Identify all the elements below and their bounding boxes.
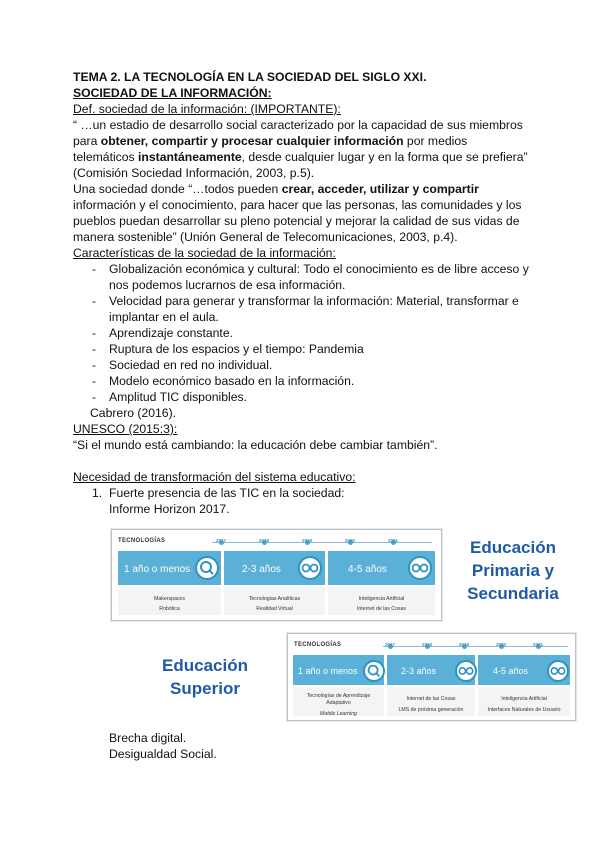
technology-item: Mobile Learning — [320, 711, 357, 717]
list-item: Modelo económico basado en la información. — [109, 374, 355, 388]
numbered-item: Fuerte presencia de las TIC en la sociedad: — [109, 486, 345, 500]
citation: Cabrero (2016). — [90, 406, 177, 420]
glasses-icon — [455, 660, 477, 682]
quote2-line3: pueblos puedan desarrollar su pleno potencial y mejorar la calidad de sus vidas de — [73, 214, 520, 228]
technology-item: LMS de próxima generación — [398, 707, 464, 713]
group-label: 2-3 años — [401, 666, 437, 676]
year-label: 2018 — [259, 538, 270, 543]
magnifier-icon — [195, 556, 219, 580]
bullet-dash: - — [92, 358, 97, 372]
numbered-item-sub: Informe Horizon 2017. — [109, 502, 230, 516]
need-heading: Necesidad de transformación del sistema educativo: — [73, 470, 356, 484]
group-label: 4-5 años — [348, 564, 387, 575]
technology-item: Interfaces Naturales de Usuario — [487, 707, 561, 713]
technology-item: Internet de las Cosas — [406, 696, 456, 702]
quote1-line3: telemáticos instantáneamente, desde cualquier lugar y en la forma que se prefiera” — [73, 150, 528, 164]
group-label: 2-3 años — [242, 564, 281, 575]
bullet-dash: - — [92, 390, 97, 404]
infographic-superior — [287, 633, 576, 721]
characteristics-heading: Características de la sociedad de la información: — [73, 246, 336, 260]
year-label: 2020 — [345, 538, 356, 543]
group-label: 4-5 años — [493, 666, 529, 676]
caption-superior — [150, 654, 260, 700]
bullet-dash: - — [92, 326, 97, 340]
year-label: 2021 — [388, 538, 399, 543]
quote2-line4: manera sostenible” (Unión General de Telecomunicaciones, 2003, p.4). — [73, 230, 458, 244]
unesco-heading: UNESCO (2015:3): — [73, 422, 178, 436]
timeline-line — [212, 542, 432, 543]
bullet-dash: - — [92, 294, 97, 308]
quote2-line2: información y el conocimiento, para hacer que las personas, las comunidades y los — [73, 198, 522, 212]
quote1-line2: para obtener, compartir y procesar cualquier información por medios — [73, 134, 468, 148]
infographic-primary — [111, 529, 442, 621]
section-heading: SOCIEDAD DE LA INFORMACIÓN: — [73, 86, 272, 100]
year-label: 2019 — [459, 642, 470, 647]
group-label: 1 año o menos — [298, 666, 358, 676]
list-item: Ruptura de los espacios y el tiempo: Pandemia — [109, 342, 364, 356]
glasses-icon — [298, 556, 322, 580]
infographic-header: TECNOLOGÍAS — [294, 642, 342, 648]
list-number: 1. — [92, 486, 103, 500]
bullet-dash: - — [92, 342, 97, 356]
caption-line: Educación — [470, 538, 556, 557]
technology-item: Realidad Virtual — [256, 606, 293, 612]
glasses-icon — [408, 556, 432, 580]
bullet-dash: - — [92, 374, 97, 388]
bullet-dash: - — [92, 262, 97, 276]
technology-item: Inteligencia Artificial — [501, 696, 547, 702]
glasses-icon — [547, 660, 569, 682]
year-label: 2021 — [533, 642, 544, 647]
magnifier-icon — [363, 660, 385, 682]
technology-item: Robótica — [159, 606, 180, 612]
definition-heading: Def. sociedad de la información: (IMPORTANTE): — [73, 102, 341, 116]
caption-line: Educación — [162, 656, 248, 675]
technology-item: Inteligencia Artificial — [358, 596, 405, 602]
year-label: 2020 — [496, 642, 507, 647]
list-item: Aprendizaje constante. — [109, 326, 233, 340]
caption-line: Secundaria — [467, 584, 559, 603]
caption-primary — [458, 536, 568, 605]
technology-item: Makerspaces — [154, 596, 185, 602]
list-item: Globalización económica y cultural: Todo el conocimiento es de libre acceso y — [109, 262, 529, 276]
list-item-continued: nos podemos lucrarnos de esa información. — [109, 278, 346, 292]
caption-line: Primaria y — [471, 561, 555, 580]
technology-item: Internet de las Cosas — [356, 606, 407, 612]
quote1-line1: “ …un estadio de desarrollo social caracterizado por la capacidad de sus miembros — [73, 118, 523, 132]
year-label: 2019 — [302, 538, 313, 543]
list-item: Sociedad en red no individual. — [109, 358, 273, 372]
list-item: Amplitud TIC disponibles. — [109, 390, 247, 404]
technology-item: Adaptativo — [326, 700, 351, 706]
quote1-line4: (Comisión Sociedad Información, 2003, p.5). — [73, 166, 315, 180]
desigualdad-social: Desigualdad Social. — [109, 747, 217, 761]
brecha-digital: Brecha digital. — [109, 731, 187, 745]
technology-item: Tecnologías Analíticas — [248, 596, 301, 602]
year-label: 2017 — [216, 538, 227, 543]
quote2-line1: Una sociedad donde “…todos pueden crear, acceder, utilizar y compartir — [73, 182, 479, 196]
unesco-quote: “Si el mundo está cambiando: la educación debe cambiar también”. — [73, 438, 438, 452]
caption-line: Superior — [170, 679, 240, 698]
year-label: 2017 — [385, 642, 396, 647]
group-label: 1 año o menos — [124, 564, 191, 575]
list-item: Velocidad para generar y transformar la información: Material, transformar e — [109, 294, 519, 308]
technology-item: Tecnologías de Aprendizaje — [306, 693, 371, 699]
list-item-continued: implantar en el aula. — [109, 310, 219, 324]
infographic-header: TECNOLOGÍAS — [118, 538, 166, 544]
year-label: 2018 — [422, 642, 433, 647]
doc-title: TEMA 2. LA TECNOLOGÍA EN LA SOCIEDAD DEL SIGLO XXI. — [73, 70, 427, 84]
